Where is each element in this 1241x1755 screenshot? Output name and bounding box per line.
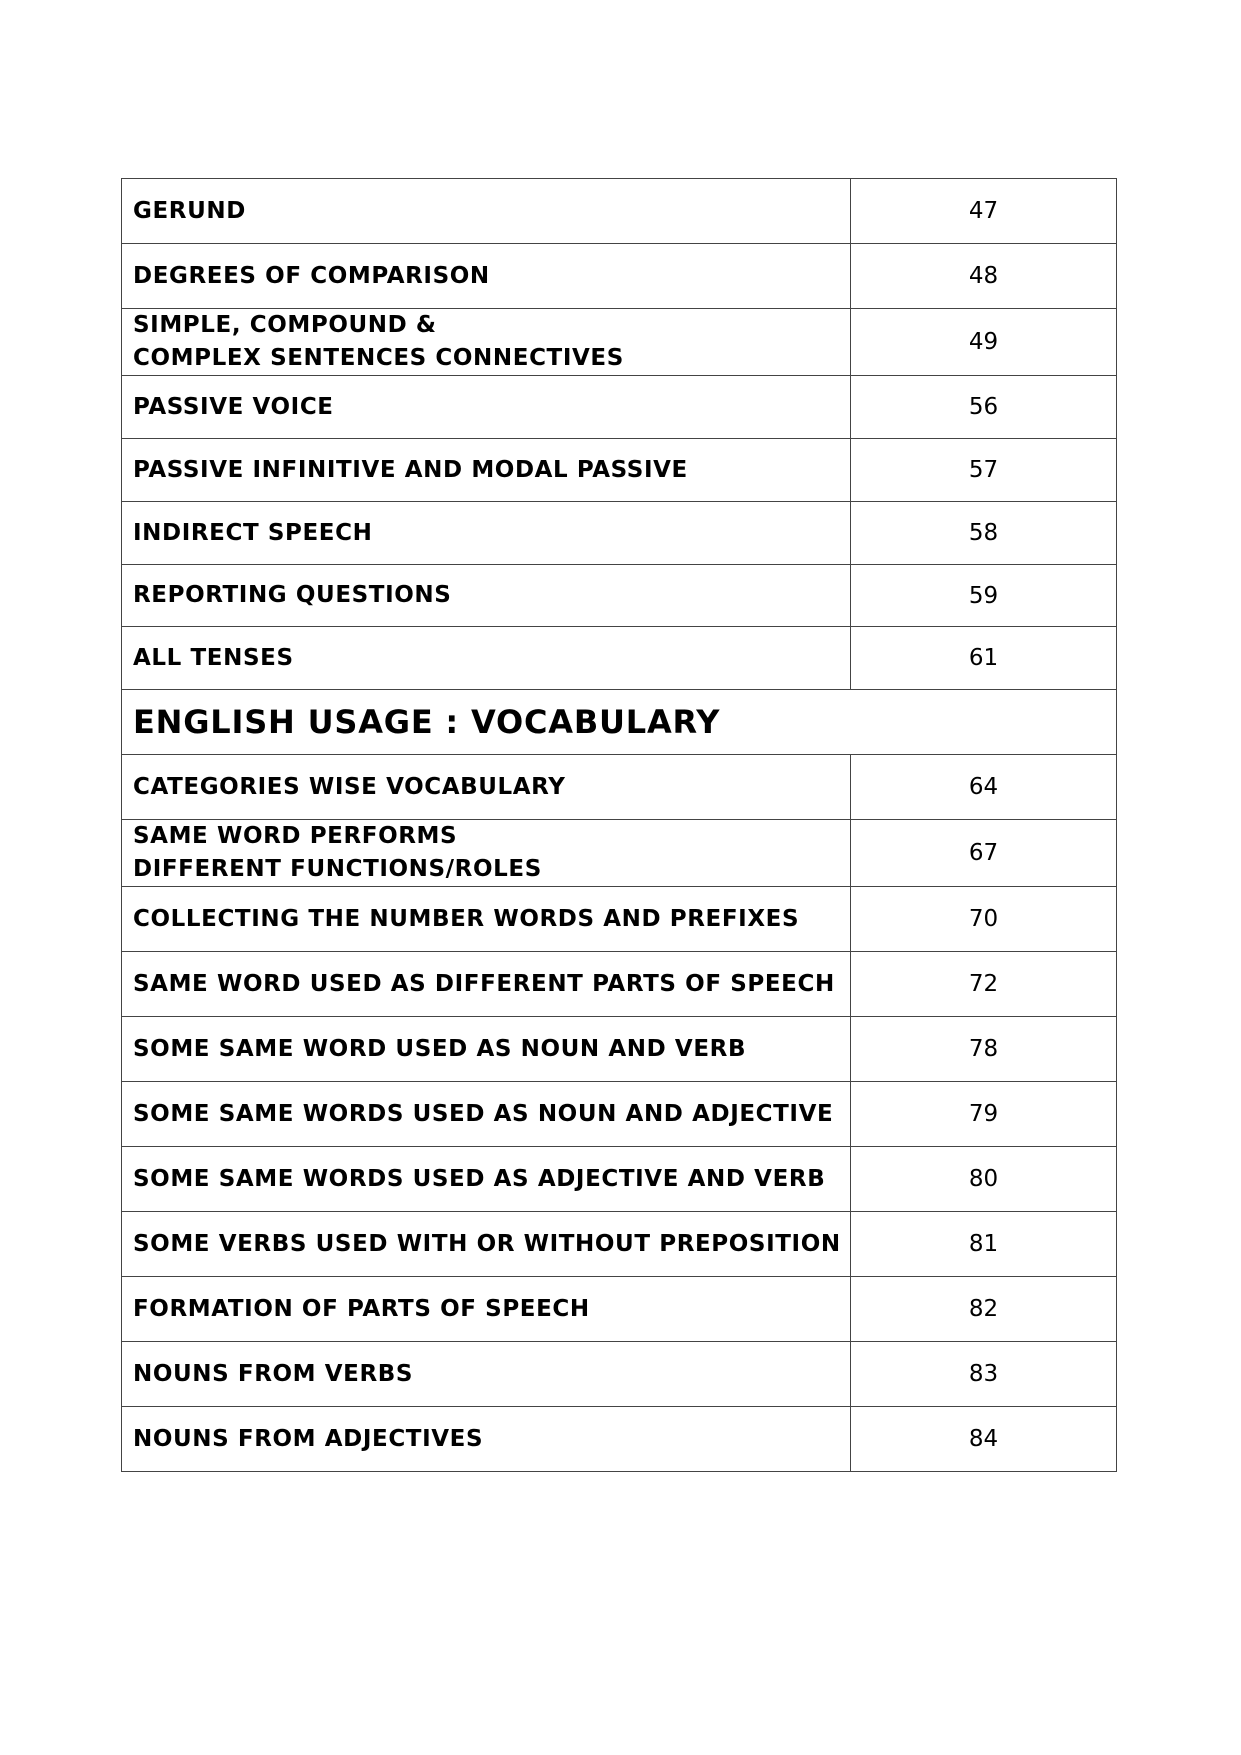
- toc-entry-title: PASSIVE VOICE: [122, 376, 851, 439]
- toc-entry-title-line: SIMPLE, COMPOUND &: [133, 312, 437, 338]
- toc-page-number: 57: [851, 439, 1117, 502]
- toc-page-number: 48: [851, 244, 1117, 309]
- toc-page-number: 49: [851, 309, 1117, 376]
- table-row: [122, 1147, 1117, 1212]
- toc-page-number: 70: [851, 887, 1117, 952]
- toc-entry-title: SOME VERBS USED WITH OR WITHOUT PREPOSITION: [122, 1212, 851, 1277]
- toc-entry-title: [122, 309, 851, 376]
- toc-entry-title: PASSIVE INFINITIVE AND MODAL PASSIVE: [122, 439, 851, 502]
- toc-page-number: 61: [851, 627, 1117, 690]
- toc-entry-title: REPORTING QUESTIONS: [122, 565, 851, 627]
- toc-entry-title: INDIRECT SPEECH: [122, 502, 851, 565]
- table-row: [122, 1212, 1117, 1277]
- toc-page-number: 84: [851, 1407, 1117, 1472]
- toc-page-number: 59: [851, 565, 1117, 627]
- toc-entry-title: NOUNS FROM ADJECTIVES: [122, 1407, 851, 1472]
- section-heading: ENGLISH USAGE : VOCABULARY: [122, 690, 1117, 755]
- toc-entry-title: SOME SAME WORDS USED AS ADJECTIVE AND VERB: [122, 1147, 851, 1212]
- table-row: [122, 1407, 1117, 1472]
- toc-entry-title: DEGREES OF COMPARISON: [122, 244, 851, 309]
- toc-page-number: 78: [851, 1017, 1117, 1082]
- table-row: [122, 565, 1117, 627]
- section-heading-row: [122, 690, 1117, 755]
- table-row: [122, 1277, 1117, 1342]
- table-row: [122, 376, 1117, 439]
- toc-entry-title: NOUNS FROM VERBS: [122, 1342, 851, 1407]
- toc-entry-title: SAME WORD USED AS DIFFERENT PARTS OF SPEECH: [122, 952, 851, 1017]
- toc-entry-title: GERUND: [122, 179, 851, 244]
- table-row: [122, 1082, 1117, 1147]
- toc-page-number: 64: [851, 755, 1117, 820]
- toc-page-number: 58: [851, 502, 1117, 565]
- table-row: [122, 244, 1117, 309]
- toc-entry-title-line: COMPLEX SENTENCES CONNECTIVES: [133, 345, 624, 371]
- table-row: [122, 309, 1117, 376]
- table-row: [122, 1017, 1117, 1082]
- table-row: [122, 952, 1117, 1017]
- toc-entry-title: SOME SAME WORD USED AS NOUN AND VERB: [122, 1017, 851, 1082]
- toc-entry-title-line: SAME WORD PERFORMS: [133, 823, 458, 849]
- toc-entry-title: COLLECTING THE NUMBER WORDS AND PREFIXES: [122, 887, 851, 952]
- toc-entry-title: SOME SAME WORDS USED AS NOUN AND ADJECTIVE: [122, 1082, 851, 1147]
- toc-page-number: 81: [851, 1212, 1117, 1277]
- table-row: [122, 627, 1117, 690]
- table-row: [122, 887, 1117, 952]
- table-row: [122, 439, 1117, 502]
- table-row: [122, 502, 1117, 565]
- table-row: [122, 820, 1117, 887]
- toc-page-number: 72: [851, 952, 1117, 1017]
- toc-page-number: 56: [851, 376, 1117, 439]
- toc-entry-title: ALL TENSES: [122, 627, 851, 690]
- toc-page-number: 82: [851, 1277, 1117, 1342]
- table-row: [122, 755, 1117, 820]
- toc-entry-title: [122, 820, 851, 887]
- toc-entry-title: FORMATION OF PARTS OF SPEECH: [122, 1277, 851, 1342]
- toc-page-number: 79: [851, 1082, 1117, 1147]
- table-row: [122, 179, 1117, 244]
- toc-entry-title-line: DIFFERENT FUNCTIONS/ROLES: [133, 856, 542, 882]
- table-row: [122, 1342, 1117, 1407]
- toc-entry-title: CATEGORIES WISE VOCABULARY: [122, 755, 851, 820]
- toc-page-number: 67: [851, 820, 1117, 887]
- table-of-contents: [121, 178, 1117, 1472]
- toc-page-number: 80: [851, 1147, 1117, 1212]
- toc-page-number: 83: [851, 1342, 1117, 1407]
- toc-page-number: 47: [851, 179, 1117, 244]
